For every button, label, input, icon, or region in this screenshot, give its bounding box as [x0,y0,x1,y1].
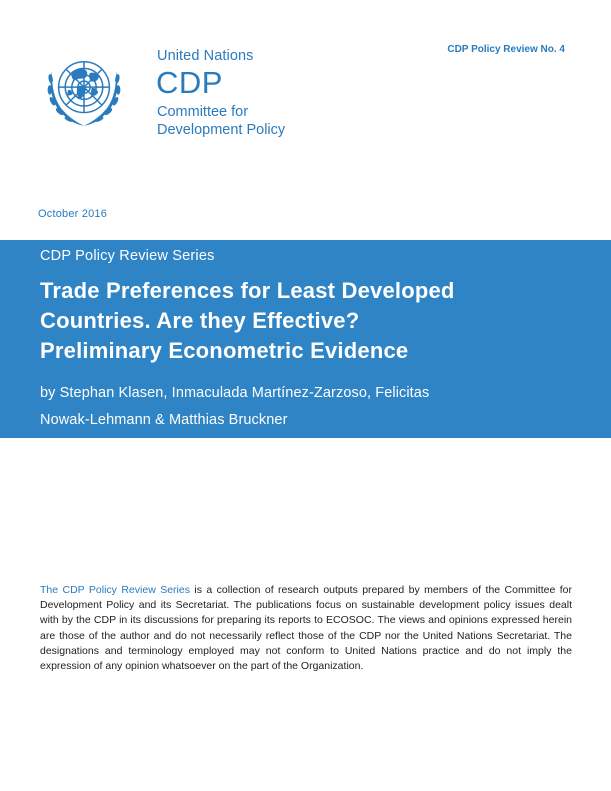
org-name: United Nations [157,48,254,64]
series-description [40,583,572,674]
document-title [40,276,580,366]
series-description-body: is a collection of research outputs prepared by members of the Committee for Development Policy and its Secretariat. The publications focus on sustainable development policy issues dealt with by the CDP in its discussions for preparing its reports to ECOSOC. The views and opinions expressed herein are those of the author and do not necessarily reflect those of the CDP nor the United Nations Secretariat. The designations and terminology employed may not conform to United Nations practice and do not imply the expression of any opinion whatsoever on the part of the Organization. [40,584,572,673]
review-number: CDP Policy Review No. 4 [447,44,565,55]
org-full-name-line1: Committee for [157,104,249,120]
series-name: CDP Policy Review Series [40,248,215,264]
title-line: Trade Preferences for Least Developed [40,278,455,303]
series-description-lead: The CDP Policy Review Series [40,584,190,596]
publication-date: October 2016 [38,208,108,220]
title-banner [0,240,611,438]
un-emblem-logo [37,43,131,137]
authors-line: Nowak-Lehmann & Matthias Bruckner [40,412,288,428]
org-full-name-line2: Development Policy [157,122,286,138]
org-acronym: CDP [156,65,223,100]
title-line: Countries. Are they Effective? [40,308,360,333]
organization-name-block [157,48,285,139]
authors-line: by Stephan Klasen, Inmaculada Martínez-Zarzoso, Felicitas [40,385,430,401]
title-line: Preliminary Econometric Evidence [40,338,409,363]
authors [40,380,560,434]
